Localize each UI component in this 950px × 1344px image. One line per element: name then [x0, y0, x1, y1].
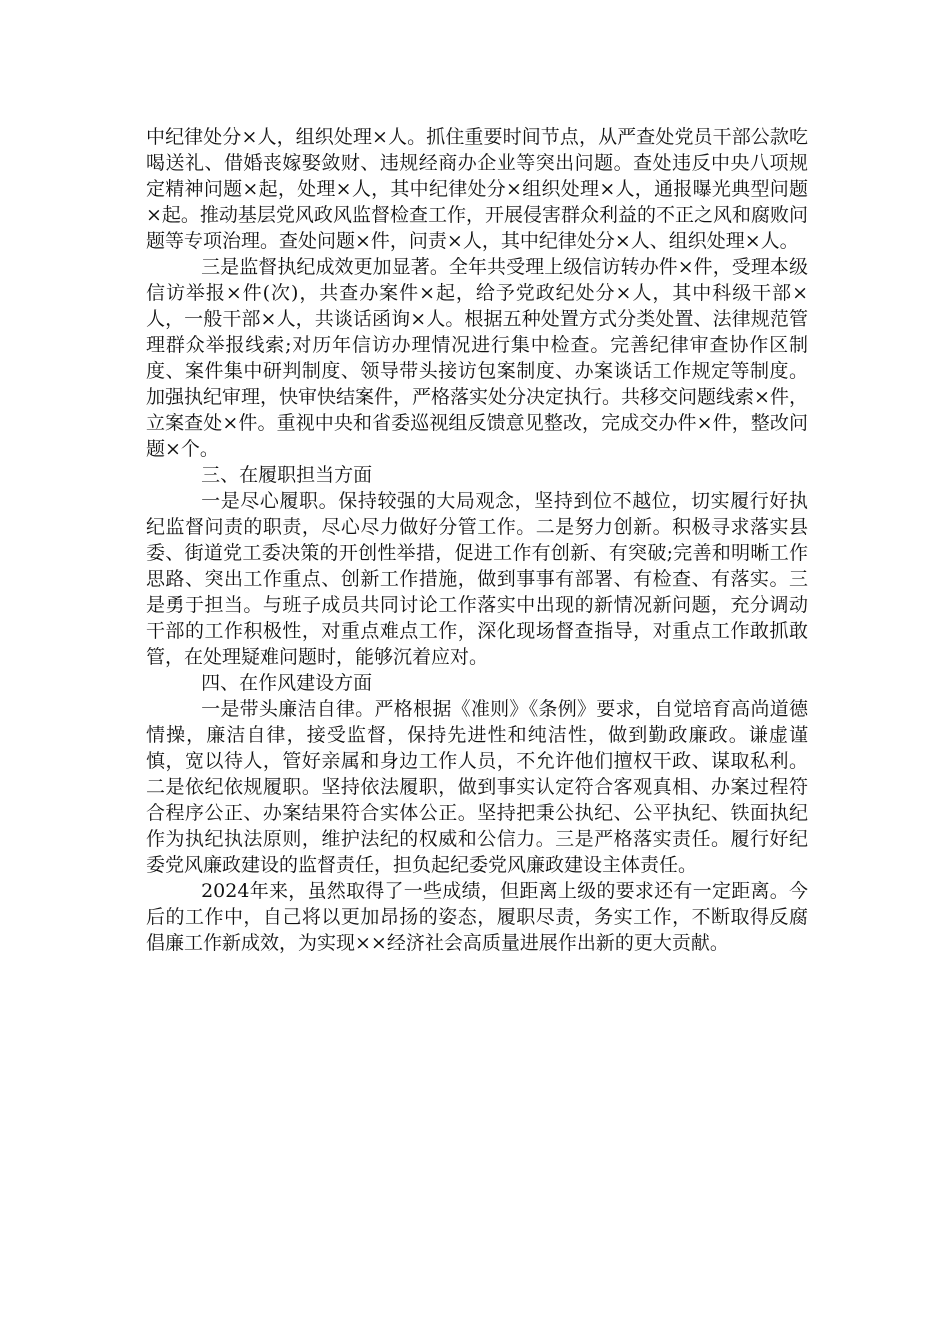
paragraph-duty-performance: 一是尽心履职。保持较强的大局观念，坚持到位不越位，切实履行好执纪监督问责的职责，尽心尽力做好分管工作。二是努力创新。积极寻求落实县委、街道党工委决策的开创性举措，促进工作有创新、有突破;完善和明晰工作思路、突出工作重点、创新工作措施，做到事事有部署、有检查、有落实。三是勇于担当。与班子成员共同讨论工作落实中出现的新情况新问题，充分调动干部的工作积极性，对重点难点工作，深化现场督查指导，对重点工作敢抓敢管，在处理疑难问题时，能够沉着应对。	[146, 490, 808, 668]
document-page	[146, 124, 808, 956]
section-heading-duty: 三、在履职担当方面	[201, 464, 373, 486]
paragraph-conclusion: 2024年来，虽然取得了一些成绩，但距离上级的要求还有一定距离。今后的工作中，自己将以更加昂扬的姿态，履职尽责，务实工作，不断取得反腐倡廉工作新成效，为实现××经济社会高质量进展作出新的更大贡献。	[146, 880, 808, 954]
paragraph-discipline-handling: 中纪律处分×人，组织处理×人。抓住重要时间节点，从严查处党员干部公款吃喝送礼、借婚丧嫁娶敛财、违规经商办企业等突出问题。查处违反中央八项规定精神问题×起，处理×人，其中纪律处分×组织处理×人，通报曝光典型问题×起。推动基层党风政风监督检查工作，开展侵害群众利益的不正之风和腐败问题等专项治理。查处问题×件，问责×人，其中纪律处分×人、组织处理×人。	[146, 126, 808, 252]
section-heading-conduct: 四、在作风建设方面	[201, 672, 373, 694]
paragraph-conduct-building: 一是带头廉洁自律。严格根据《准则》《条例》要求，自觉培育高尚道德情操，廉洁自律，接受监督，保持先进性和纯洁性，做到勤政廉政。谦虚谨慎，宽以待人，管好亲属和身边工作人员，不允许他们擅权干政、谋取私利。二是依纪依规履职。坚持依法履职，做到事实认定符合客观真相、办案过程符合程序公正、办案结果符合实体公正。坚持把秉公执纪、公平执纪、铁面执纪作为执纪执法原则，维护法纪的权威和公信力。三是严格落实责任。履行好纪委党风廉政建设的监督责任，担负起纪委党风廉政建设主体责任。	[146, 698, 808, 876]
paragraph-supervision-results: 三是监督执纪成效更加显著。全年共受理上级信访转办件×件，受理本级信访举报×件(次)，共查办案件×起，给予党政纪处分×人，其中科级干部×人，一般干部×人，共谈话函询×人。根据五种处置方式分类处置、法律规范管理群众举报线索;对历年信访办理情况进行集中检查。完善纪律审查协作区制度、案件集中研判制度、领导带头接访包案制度、办案谈话工作规定等制度。加强执纪审理，快审快结案件，严格落实处分决定执行。共移交问题线索×件，立案查处×件。重视中央和省委巡视组反馈意见整改，完成交办件×件，整改问题×个。	[146, 256, 808, 460]
